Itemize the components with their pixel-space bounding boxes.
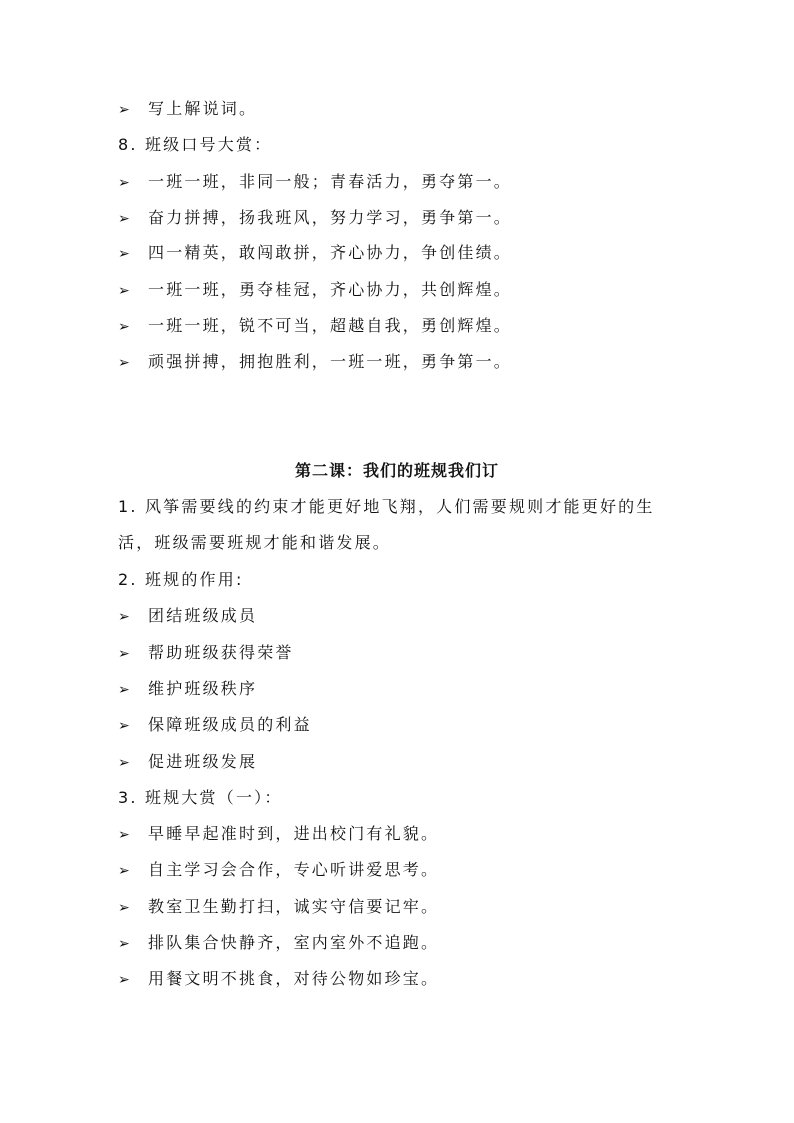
slogan-text: 顽强拼搏，拥抱胜利，一班一班，勇争第一。: [148, 352, 513, 371]
list-item: [118, 349, 512, 375]
function-text: 帮助班级获得荣誉: [148, 643, 294, 662]
arrow-bullet-icon: ➢: [118, 211, 130, 227]
slogan-text: 一班一班，勇夺桂冠，齐心协力，共创辉煌。: [148, 280, 513, 299]
arrow-bullet-icon: ➢: [118, 175, 130, 191]
list-item: [118, 603, 257, 629]
arrow-bullet-icon: ➢: [118, 646, 130, 662]
list-item: [118, 821, 439, 847]
arrow-bullet-icon: ➢: [118, 900, 130, 916]
rule-text: 早睡早起准时到，进出校门有礼貌。: [148, 824, 440, 843]
function-text: 保障班级成员的利益: [148, 715, 312, 734]
rule-text: 教室卫生勤打扫，诚实守信要记牢。: [148, 897, 440, 916]
arrow-bullet-icon: ➢: [118, 863, 130, 879]
slogan-text: 一班一班，锐不可当，超越自我，勇创辉煌。: [148, 316, 513, 335]
function-text: 促进班级发展: [148, 752, 258, 771]
list-item: [118, 640, 294, 666]
arrow-bullet-icon: ➢: [118, 283, 130, 299]
arrow-bullet-icon: ➢: [118, 827, 130, 843]
list-item: [118, 205, 512, 231]
slogan-text: 奋力拼搏，扬我班风，努力学习，勇争第一。: [148, 208, 513, 227]
list-item: [118, 749, 257, 775]
function-text: 团结班级成员: [148, 606, 258, 625]
list-item: [118, 169, 512, 195]
list-item: [118, 930, 439, 956]
list-item-text: 写上解说词。: [148, 99, 258, 118]
list-item: [118, 313, 512, 339]
slogan-text: 四一精英，敢闯敢拼，齐心协力，争创佳绩。: [148, 243, 513, 262]
arrow-bullet-icon: ➢: [118, 936, 130, 952]
paragraph: 1. 风筝需要线的约束才能更好地飞翔，人们需要规则才能更好的生活，班级需要班规才能和谐发展。: [118, 497, 655, 552]
arrow-bullet-icon: ➢: [118, 755, 130, 771]
list-item: [118, 676, 257, 702]
rule-text: 排队集合快静齐，室内室外不追跑。: [148, 933, 440, 952]
rule-text: 用餐文明不挑食，对待公物如珍宝。: [148, 969, 440, 988]
arrow-bullet-icon: ➢: [118, 102, 130, 118]
section-heading: 2. 班规的作用:: [118, 570, 244, 589]
arrow-bullet-icon: ➢: [118, 246, 130, 262]
function-text: 维护班级秩序: [148, 679, 258, 698]
arrow-bullet-icon: ➢: [118, 718, 130, 734]
list-item: [118, 96, 257, 122]
lesson-title: 第二课：我们的班规我们订: [294, 461, 499, 480]
list-item: [118, 712, 312, 738]
arrow-bullet-icon: ➢: [118, 972, 130, 988]
list-item: [118, 966, 439, 992]
list-item: [118, 894, 439, 920]
arrow-bullet-icon: ➢: [118, 355, 130, 371]
list-item: [118, 277, 512, 303]
section-heading: 8. 班级口号大赏：: [118, 135, 273, 154]
slogan-text: 一班一班，非同一般；青春活力，勇夺第一。: [148, 172, 513, 191]
arrow-bullet-icon: ➢: [118, 319, 130, 335]
arrow-bullet-icon: ➢: [118, 682, 130, 698]
arrow-bullet-icon: ➢: [118, 609, 130, 625]
section-heading: 3. 班规大赏（一）：: [118, 788, 283, 807]
list-item: [118, 240, 512, 266]
rule-text: 自主学习会合作，专心听讲爱思考。: [148, 860, 440, 879]
list-item: [118, 857, 439, 883]
